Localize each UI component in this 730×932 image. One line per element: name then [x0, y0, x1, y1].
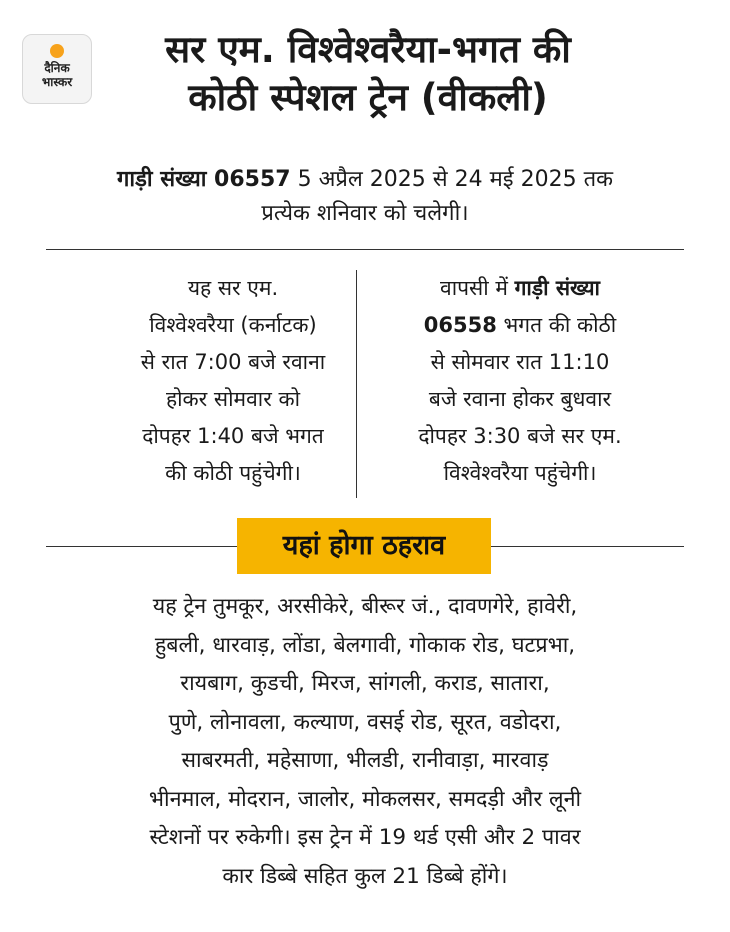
stops-line: पुणे, लोनावला, कल्याण, वसई रोड, सूरत, वडोदरा,	[168, 709, 562, 735]
outbound-line: की कोठी पहुंचेगी।	[165, 461, 301, 485]
outbound-line: यह सर एम.	[187, 276, 279, 300]
return-destination: भगत की कोठी	[496, 313, 617, 337]
stops-paragraph	[40, 588, 690, 896]
train-number-label: गाड़ी संख्या 06557	[116, 167, 291, 192]
intro-paragraph	[40, 163, 690, 231]
outbound-column	[93, 270, 373, 492]
logo-line1: दैनिक	[44, 61, 70, 75]
stops-line: रायबाग, कुडची, मिरज, सांगली, कराड, सातारा,	[180, 671, 550, 696]
stops-line: यह ट्रेन तुमकूर, अरसीकेरे, बीरूर जं., दावणगेरे, हावेरी,	[152, 594, 578, 619]
outbound-line: विश्वेश्वरैया (कर्नाटक)	[149, 313, 317, 337]
intro-dates: 5 अप्रैल 2025 से 24 मई 2025 तक	[290, 167, 614, 192]
return-prefix: वापसी में	[440, 276, 515, 300]
divider-top	[46, 249, 684, 250]
return-line3: से सोमवार रात 11:10	[430, 350, 610, 374]
outbound-line: दोपहर 1:40 बजे भगत	[142, 424, 324, 448]
page-title	[108, 26, 628, 122]
column-divider	[356, 270, 357, 498]
outbound-line: से रात 7:00 बजे रवाना	[140, 350, 326, 374]
return-line2	[380, 307, 660, 344]
return-line4: बजे रवाना होकर बुधवार	[428, 387, 612, 411]
dainik-bhaskar-logo	[22, 34, 92, 104]
return-line1	[380, 270, 660, 307]
return-column	[380, 270, 660, 492]
stops-heading: यहां होगा ठहराव	[237, 518, 491, 574]
stops-line: कार डिब्बे सहित कुल 21 डिब्बे होंगे।	[222, 863, 508, 889]
return-line6: विश्वेश्वरैया पहुंचेगी।	[443, 461, 597, 485]
title-line2: कोठी स्पेशल ट्रेन (वीकली)	[188, 76, 548, 119]
intro-line1	[40, 163, 690, 197]
return-train-number: 06558	[423, 313, 497, 337]
stops-line: स्टेशनों पर रुकेगी। इस ट्रेन में 19 थर्ड एसी और 2 पावर	[149, 825, 581, 850]
outbound-line: होकर सोमवार को	[165, 387, 301, 411]
stops-line: भीनमाल, मोदरान, जालोर, मोकलसर, समदड़ी और लूनी	[148, 786, 582, 812]
stops-line: साबरमती, महेसाणा, भीलडी, रानीवाड़ा, मारवाड़	[181, 748, 549, 773]
return-train-label: गाड़ी संख्या	[514, 276, 600, 300]
sun-icon	[50, 44, 64, 58]
return-line5: दोपहर 3:30 बजे सर एम.	[418, 424, 622, 448]
logo-line2: भास्कर	[41, 75, 73, 89]
intro-line2: प्रत्येक शनिवार को चलेगी।	[261, 201, 469, 226]
stops-line: हुबली, धारवाड़, लोंडा, बेलगावी, गोकाक रोड, घटप्रभा,	[154, 632, 576, 658]
title-line1: सर एम. विश्वेश्वरैया-भगत की	[165, 28, 571, 71]
